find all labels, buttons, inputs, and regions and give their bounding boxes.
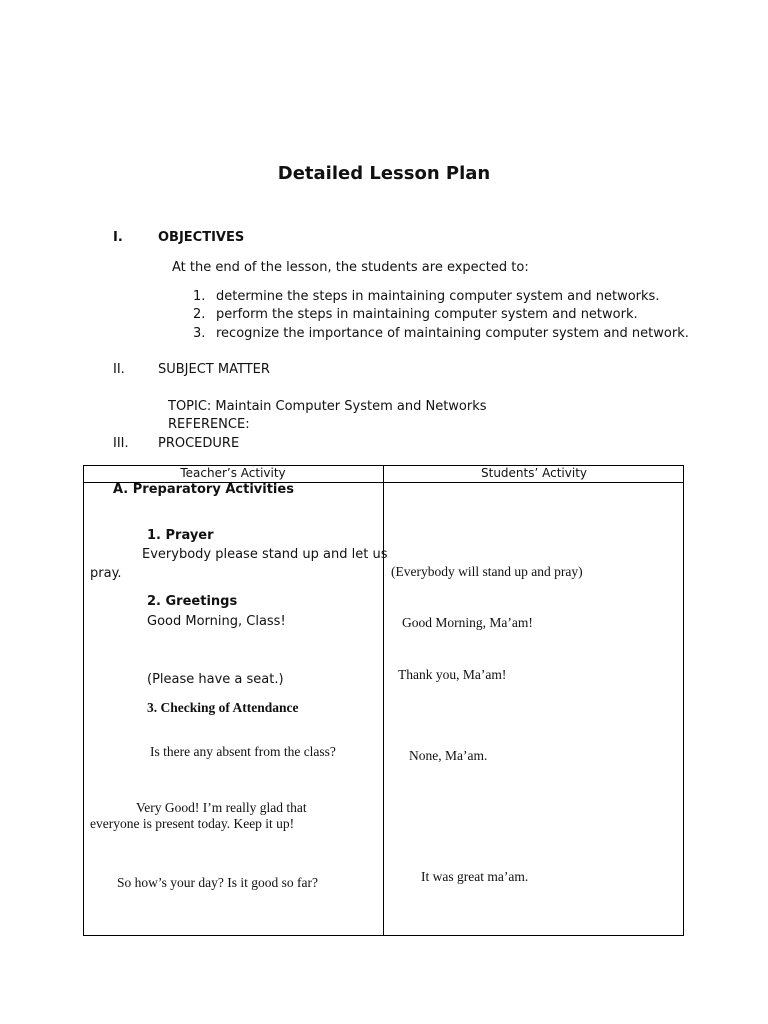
document-title: Detailed Lesson Plan <box>277 163 491 184</box>
teacher-absent-question: Is there any absent from the class? <box>150 744 336 759</box>
teacher-seat-instruction: (Please have a seat.) <box>147 672 284 687</box>
teacher-praise-line2: everyone is present today. Keep it up! <box>90 816 295 831</box>
objective-number: 3. <box>193 326 206 341</box>
table-header-teacher: Teacher’s Activity <box>180 466 286 480</box>
table-column-divider <box>383 465 384 936</box>
topic-line: TOPIC: Maintain Computer System and Networks <box>168 399 487 414</box>
section-number-subject: II. <box>113 362 125 377</box>
teacher-how-day-question: So how’s your day? Is it good so far? <box>117 875 318 890</box>
students-great-response: It was great ma’am. <box>421 869 529 884</box>
section-heading-subject: SUBJECT MATTER <box>158 362 270 377</box>
objective-number: 2. <box>193 307 206 322</box>
table-header-students: Students’ Activity <box>481 466 587 480</box>
objective-item: recognize the importance of maintaining computer system and network. <box>216 326 689 341</box>
prayer-instruction: Everybody please stand up and let us <box>142 547 388 562</box>
preparatory-activities-heading: A. Preparatory Activities <box>113 482 294 497</box>
section-heading-procedure: PROCEDURE <box>158 436 240 451</box>
attendance-heading: 3. Checking of Attendance <box>147 700 299 715</box>
teacher-greeting: Good Morning, Class! <box>147 614 286 629</box>
students-thanks-response: Thank you, Ma’am! <box>398 667 507 682</box>
greetings-heading: 2. Greetings <box>147 594 238 609</box>
students-stand-response: (Everybody will stand up and pray) <box>391 564 583 579</box>
section-number-procedure: III. <box>113 436 129 451</box>
objectives-intro: At the end of the lesson, the students are expected to: <box>172 260 529 275</box>
prayer-instruction-cont: pray. <box>90 566 122 581</box>
reference-line: REFERENCE: <box>168 417 250 432</box>
objective-number: 1. <box>193 289 206 304</box>
section-number-objectives: I. <box>113 230 123 245</box>
teacher-praise-line1: Very Good! I’m really glad that <box>136 800 307 815</box>
section-heading-objectives: OBJECTIVES <box>158 230 245 245</box>
students-none-response: None, Ma’am. <box>409 748 488 763</box>
objective-item: determine the steps in maintaining computer system and networks. <box>216 289 660 304</box>
objective-item: perform the steps in maintaining computer system and network. <box>216 307 638 322</box>
prayer-heading: 1. Prayer <box>147 528 214 543</box>
students-greeting-response: Good Morning, Ma’am! <box>402 615 533 630</box>
